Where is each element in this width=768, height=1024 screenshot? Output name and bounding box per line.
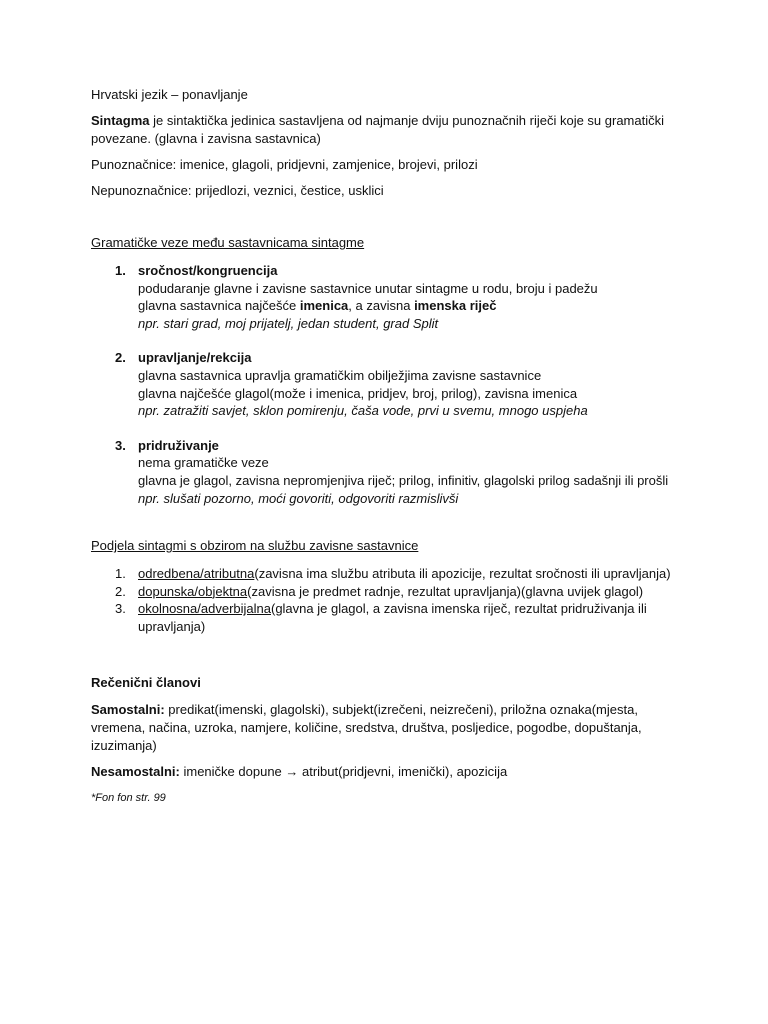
list-item [91, 583, 691, 601]
veze-item-example: npr. stari grad, moj prijatelj, jedan student, grad Split [138, 315, 439, 331]
veze-item-line: glavna je glagol, zavisna nepromjenjiva riječ; prilog, infinitiv, glagolski prilog sadašnji ili prošli [138, 472, 669, 488]
document-page [91, 86, 691, 807]
podjela-term: dopunska/objektna [138, 583, 248, 599]
nepunoznacnice-line: Nepunoznačnice: prijedlozi, veznici, čestice, usklici [91, 183, 384, 198]
list-item-number: 2. [115, 583, 126, 599]
veze-item-line [138, 297, 598, 315]
podjela-list [91, 565, 691, 635]
list-item-number: 3. [115, 601, 126, 617]
sintagma-def-text: je sintaktička jedinica sastavljena od najmanje dviju punoznačnih riječi koje su gramatički povezane. (glavna i zavisna sastavnica) [91, 113, 665, 146]
list-item [91, 437, 691, 507]
sintagma-definition [91, 112, 691, 148]
list-item-number: 1. [115, 263, 126, 278]
list-item [91, 262, 691, 332]
podjela-term: okolnosna/adverbijalna [138, 601, 271, 617]
list-item-number: 3. [115, 437, 126, 453]
bold-term: imenica [299, 298, 349, 314]
podjela-term: odredbena/atributna [138, 566, 255, 582]
clanovi-heading: Rečenični članovi [91, 674, 201, 690]
veze-item-line: podudaranje glavne i zavisne sastavnice unutar sintagme u rodu, broju i padežu [138, 280, 598, 296]
list-item [91, 600, 691, 635]
veze-item-title: upravljanje/rekcija [138, 350, 252, 366]
arrow-icon: → [285, 763, 299, 779]
samostalni-paragraph [91, 701, 691, 755]
nesamostalni-label: Nesamostalni: [91, 763, 180, 779]
sintagma-term: Sintagma [91, 113, 150, 128]
nesamostalni-paragraph [91, 763, 691, 781]
samostalni-label: Samostalni: [91, 701, 165, 717]
podjela-desc: (zavisna ima službu atributa ili apozicije, rezultat sročnosti ili upravljanja) [254, 566, 671, 582]
veze-item-line: nema gramatičke veze [138, 455, 269, 471]
punoznacnice-line: Punoznačnice: imenice, glagoli, pridjevni, zamjenice, brojevi, prilozi [91, 157, 478, 172]
footnote: *Fon fon str. 99 [91, 791, 166, 804]
veze-item-example: npr. slušati pozorno, moći govoriti, odgovoriti razmislivši [138, 490, 459, 506]
nesamostalni-text: imeničke dopune [179, 763, 286, 779]
list-item-number: 2. [115, 350, 126, 366]
veze-item-example: npr. zatražiti savjet, sklon pomirenju, čaša vode, prvi u svemu, mnogo uspjeha [138, 403, 588, 419]
veze-item-line: glavna sastavnica upravlja gramatičkim obilježjima zavisne sastavnice [138, 367, 542, 383]
list-item-number: 1. [115, 566, 126, 582]
document-title: Hrvatski jezik – ponavljanje [91, 87, 248, 102]
text-span: glavna sastavnica najčešće [138, 298, 300, 314]
podjela-heading: Podjela sintagmi s obzirom na službu zavisne sastavnice [91, 538, 419, 554]
veze-heading: Gramatičke veze među sastavnicama sintagme [91, 235, 365, 250]
nesamostalni-text: atribut(pridjevni, imenički), apozicija [298, 763, 508, 779]
veze-item-title: sročnost/kongruencija [138, 263, 278, 278]
text-span: , a zavisna [348, 298, 415, 314]
podjela-desc: (glavna je glagol, a zavisna imenska riječ, rezultat pridruživanja ili upravljanja) [138, 601, 647, 634]
podjela-desc: (zavisna je predmet radnje, rezultat upravljanja)(glavna uvijek glagol) [247, 583, 644, 599]
list-item [91, 349, 691, 419]
veze-item-title: pridruživanje [138, 437, 219, 453]
veze-list [91, 262, 691, 507]
veze-item-line: glavna najčešće glagol(može i imenica, pridjev, broj, prilog), zavisna imenica [138, 385, 578, 401]
bold-term: imenska riječ [414, 298, 497, 314]
samostalni-text: predikat(imenski, glagolski), subjekt(izrečeni, neizrečeni), priložna oznaka(mjesta, vremena, načina, uzroka, namjere, količine, sredstva, društva, posljedice, pogodbe, dopuštanja, izuzimanja) [91, 701, 642, 753]
list-item [91, 565, 691, 583]
